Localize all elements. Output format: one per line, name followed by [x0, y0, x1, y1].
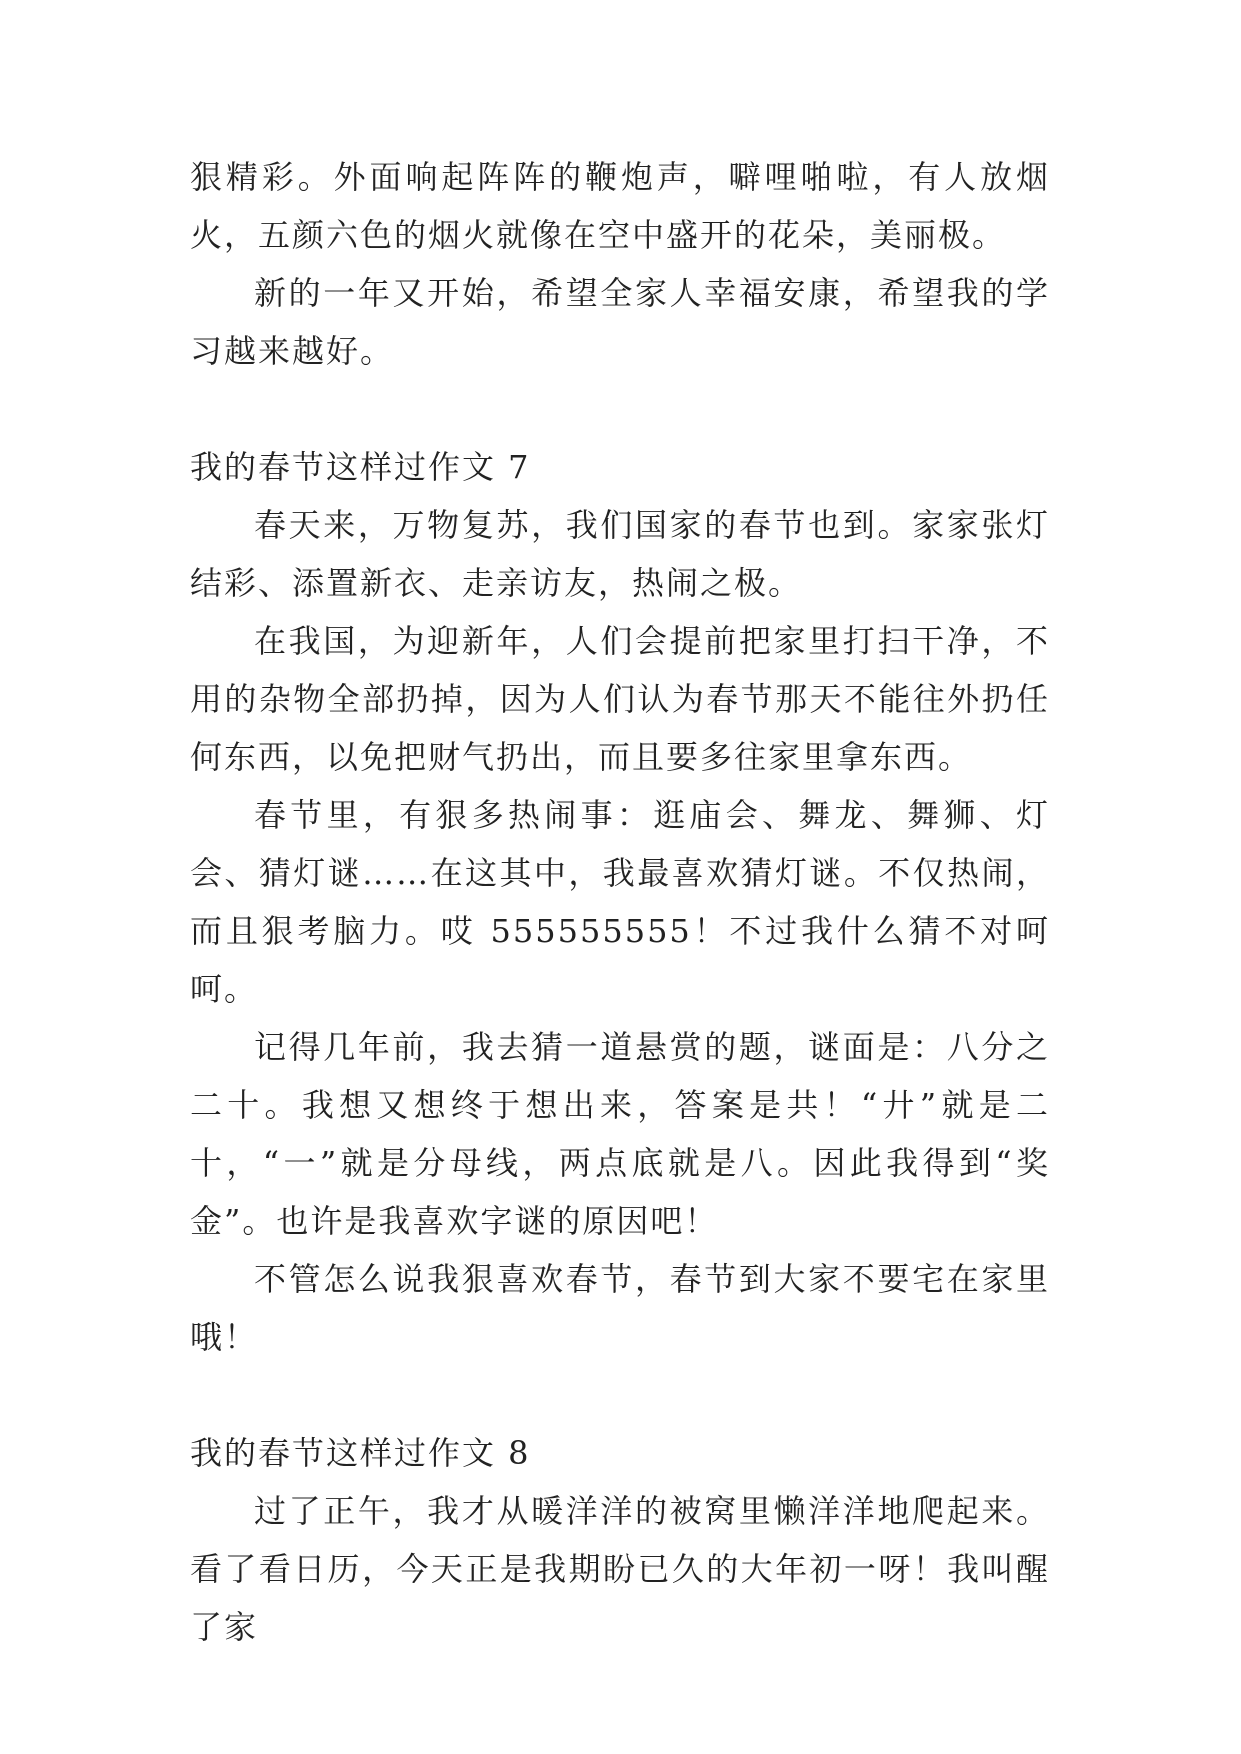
paragraph: 过了正午，我才从暖洋洋的被窝里懒洋洋地爬起来。看了看日历，今天正是我期盼已久的大年初一呀！我叫醒了家 [190, 1492, 1050, 1646]
section-gap [190, 1366, 1050, 1424]
paragraph: 在我国，为迎新年，人们会提前把家里打扫干净，不用的杂物全部扔掉，因为人们认为春节那天不能往外扔任何东西，以免把财气扔出，而且要多往家里拿东西。 [190, 622, 1050, 776]
paragraph: 不管怎么说我狠喜欢春节，春节到大家不要宅在家里哦！ [190, 1260, 1050, 1356]
essay-heading-7: 我的春节这样过作文 7 [190, 448, 531, 486]
paragraph-continued: 狠精彩。外面响起阵阵的鞭炮声，噼哩啪啦，有人放烟火，五颜六色的烟火就像在空中盛开的花朵，美丽极。 [190, 158, 1050, 254]
paragraph: 春节里，有狠多热闹事：逛庙会、舞龙、舞狮、灯会、猜灯谜……在这其中，我最喜欢猜灯谜。不仅热闹，而且狠考脑力。哎 555555555！不过我什么猜不对呵呵。 [190, 796, 1050, 1008]
section-gap [190, 380, 1050, 438]
paragraph: 春天来，万物复苏，我们国家的春节也到。家家张灯结彩、添置新衣、走亲访友，热闹之极。 [190, 506, 1050, 602]
paragraph: 新的一年又开始，希望全家人幸福安康，希望我的学习越来越好。 [190, 274, 1050, 370]
paragraph: 记得几年前，我去猜一道悬赏的题，谜面是：八分之二十。我想又想终于想出来，答案是共！“廾”就是二十，“一”就是分母线，两点底就是八。因此我得到“奖金”。也许是我喜欢字谜的原因吧！ [190, 1028, 1050, 1240]
document-body [190, 148, 1050, 1656]
essay-heading-8: 我的春节这样过作文 8 [190, 1434, 531, 1472]
